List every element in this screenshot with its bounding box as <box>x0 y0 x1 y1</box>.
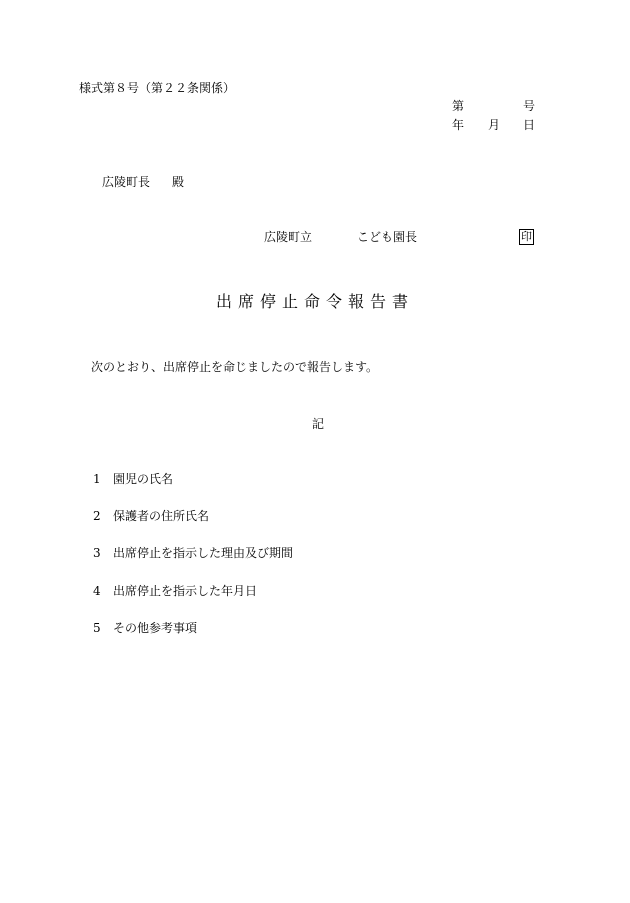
list-item-number: 4 <box>93 584 101 598</box>
list-item-number: 2 <box>93 509 101 523</box>
addressee-honorific: 殿 <box>172 175 185 189</box>
date-year-label: 年 <box>452 118 465 132</box>
form-number-label: 様式第８号（第２２条関係） <box>79 81 236 95</box>
list-item-number: 5 <box>93 621 101 635</box>
ki-label: 記 <box>312 417 325 431</box>
list-item-number: 3 <box>93 546 101 560</box>
date-month-label: 月 <box>488 118 501 132</box>
list-item-number: 1 <box>93 472 101 486</box>
list-item-text: 保護者の住所氏名 <box>113 509 210 523</box>
list-item-text: 出席停止を指示した年月日 <box>113 584 258 598</box>
list-item-text: その他参考事項 <box>113 621 198 635</box>
list-item-text: 出席停止を指示した理由及び期間 <box>113 546 294 560</box>
intro-text: 次のとおり、出席停止を命じましたので報告します。 <box>91 360 379 374</box>
seal-mark: 印 <box>521 230 532 243</box>
sender-title: こども園長 <box>357 230 418 244</box>
document-number-prefix: 第 <box>452 99 465 113</box>
date-day-label: 日 <box>523 118 536 132</box>
list-item-text: 園児の氏名 <box>113 472 174 486</box>
addressee-name: 広陵町長 <box>102 175 151 189</box>
sender-town: 広陵町立 <box>264 230 313 244</box>
document-title: 出席停止命令報告書 <box>215 292 414 311</box>
document-number-suffix: 号 <box>523 99 536 113</box>
